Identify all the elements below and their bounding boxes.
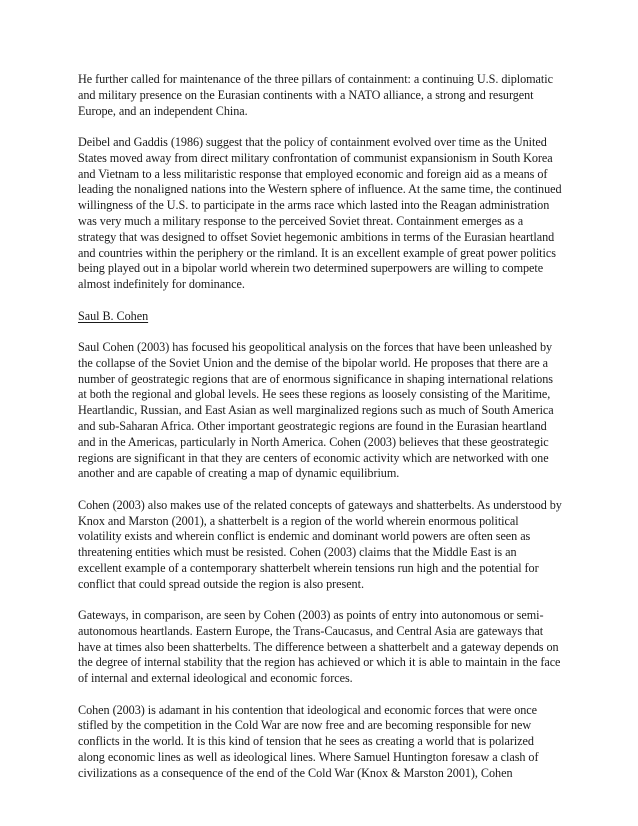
paragraph-cohen-contention: Cohen (2003) is adamant in his contention that ideological and economic forces that were once stifled by the competition in the Cold War are now free and are becoming responsible for new conflicts in the world. It is this kind of tension that he sees as creating a world that is polarized along economic lines as well as ideological lines. Where Samuel Huntington foresaw a clash of civilizations as a consequence of the end of the Cold War (Knox & Marston 2001), Cohen — [78, 702, 539, 780]
document-page — [78, 72, 562, 797]
paragraph-cohen-geostrategic-regions: Saul Cohen (2003) has focused his geopolitical analysis on the forces that have been unleashed by the collapse of the Soviet Union and the demise of the bipolar world. He proposes that there are a number of geostrategic regions that are of enormous significance in shaping international relations at both the regional and global levels. He sees these regions as loosely consisting of the Maritime, Heartlandic, Russian, and East Asian as well marginalized regions such as much of South America and sub-Saharan Africa. Other important geostrategic regions are found in the Eurasian heartland and in the Americas, particularly in North America. Cohen (2003) believes that these geostrategic regions are significant in that they are centers of economic activity which are networked with one another and are capable of creating a map of dynamic equilibrium. — [78, 339, 554, 481]
paragraph-containment-pillars: He further called for maintenance of the three pillars of containment: a continuing U.S. diplomatic and military presence on the Eurasian continents with a NATO alliance, a strong and resurgent Europe, and an independent China. — [78, 72, 553, 118]
paragraph-deibel-gaddis: Deibel and Gaddis (1986) suggest that the policy of containment evolved over time as the United States moved away from direct military confrontation of communist expansionism in South Korea and Vietnam to a less militaristic response that employed economic and foreign aid as a means of leading the nonaligned nations into the Western sphere of influence. At the same time, the continued willingness of the U.S. to participate in the arms race which lasted into the Reagan administration was very much a military response to the perceived Soviet threat. Containment emerges as a strategy that was designed to offset Soviet hegemonic ambitions in terms of the Eurasian heartland and countries within the periphery or the rimland. It is an excellent example of great power politics being played out in a bipolar world wherein two determined superpowers are willing to compete almost indefinitely for dominance. — [78, 134, 562, 292]
section-heading-saul-cohen: Saul B. Cohen — [78, 308, 149, 323]
paragraph-gateways-comparison: Gateways, in comparison, are seen by Cohen (2003) as points of entry into autonomous or semi-autonomous heartlands. Eastern Europe, the Trans-Caucasus, and Central Asia are gateways that have at times also been shatterbelts. The difference between a shatterbelt and a gateway depends on the degree of internal stability that the region has achieved or which it is able to maintain in the face of internal and external ideological and economic forces. — [78, 608, 561, 686]
paragraph-gateways-shatterbelts: Cohen (2003) also makes use of the related concepts of gateways and shatterbelts. As understood by Knox and Marston (2001), a shatterbelt is a region of the world wherein enormous political volatility exists and wherein conflict is endemic and dominant world powers are often seen as threatening entities which must be resisted. Cohen (2003) claims that the Middle East is an excellent example of a contemporary shatterbelt wherein tensions run high and the potential for conflict that could spread outside the region is also present. — [78, 497, 562, 591]
